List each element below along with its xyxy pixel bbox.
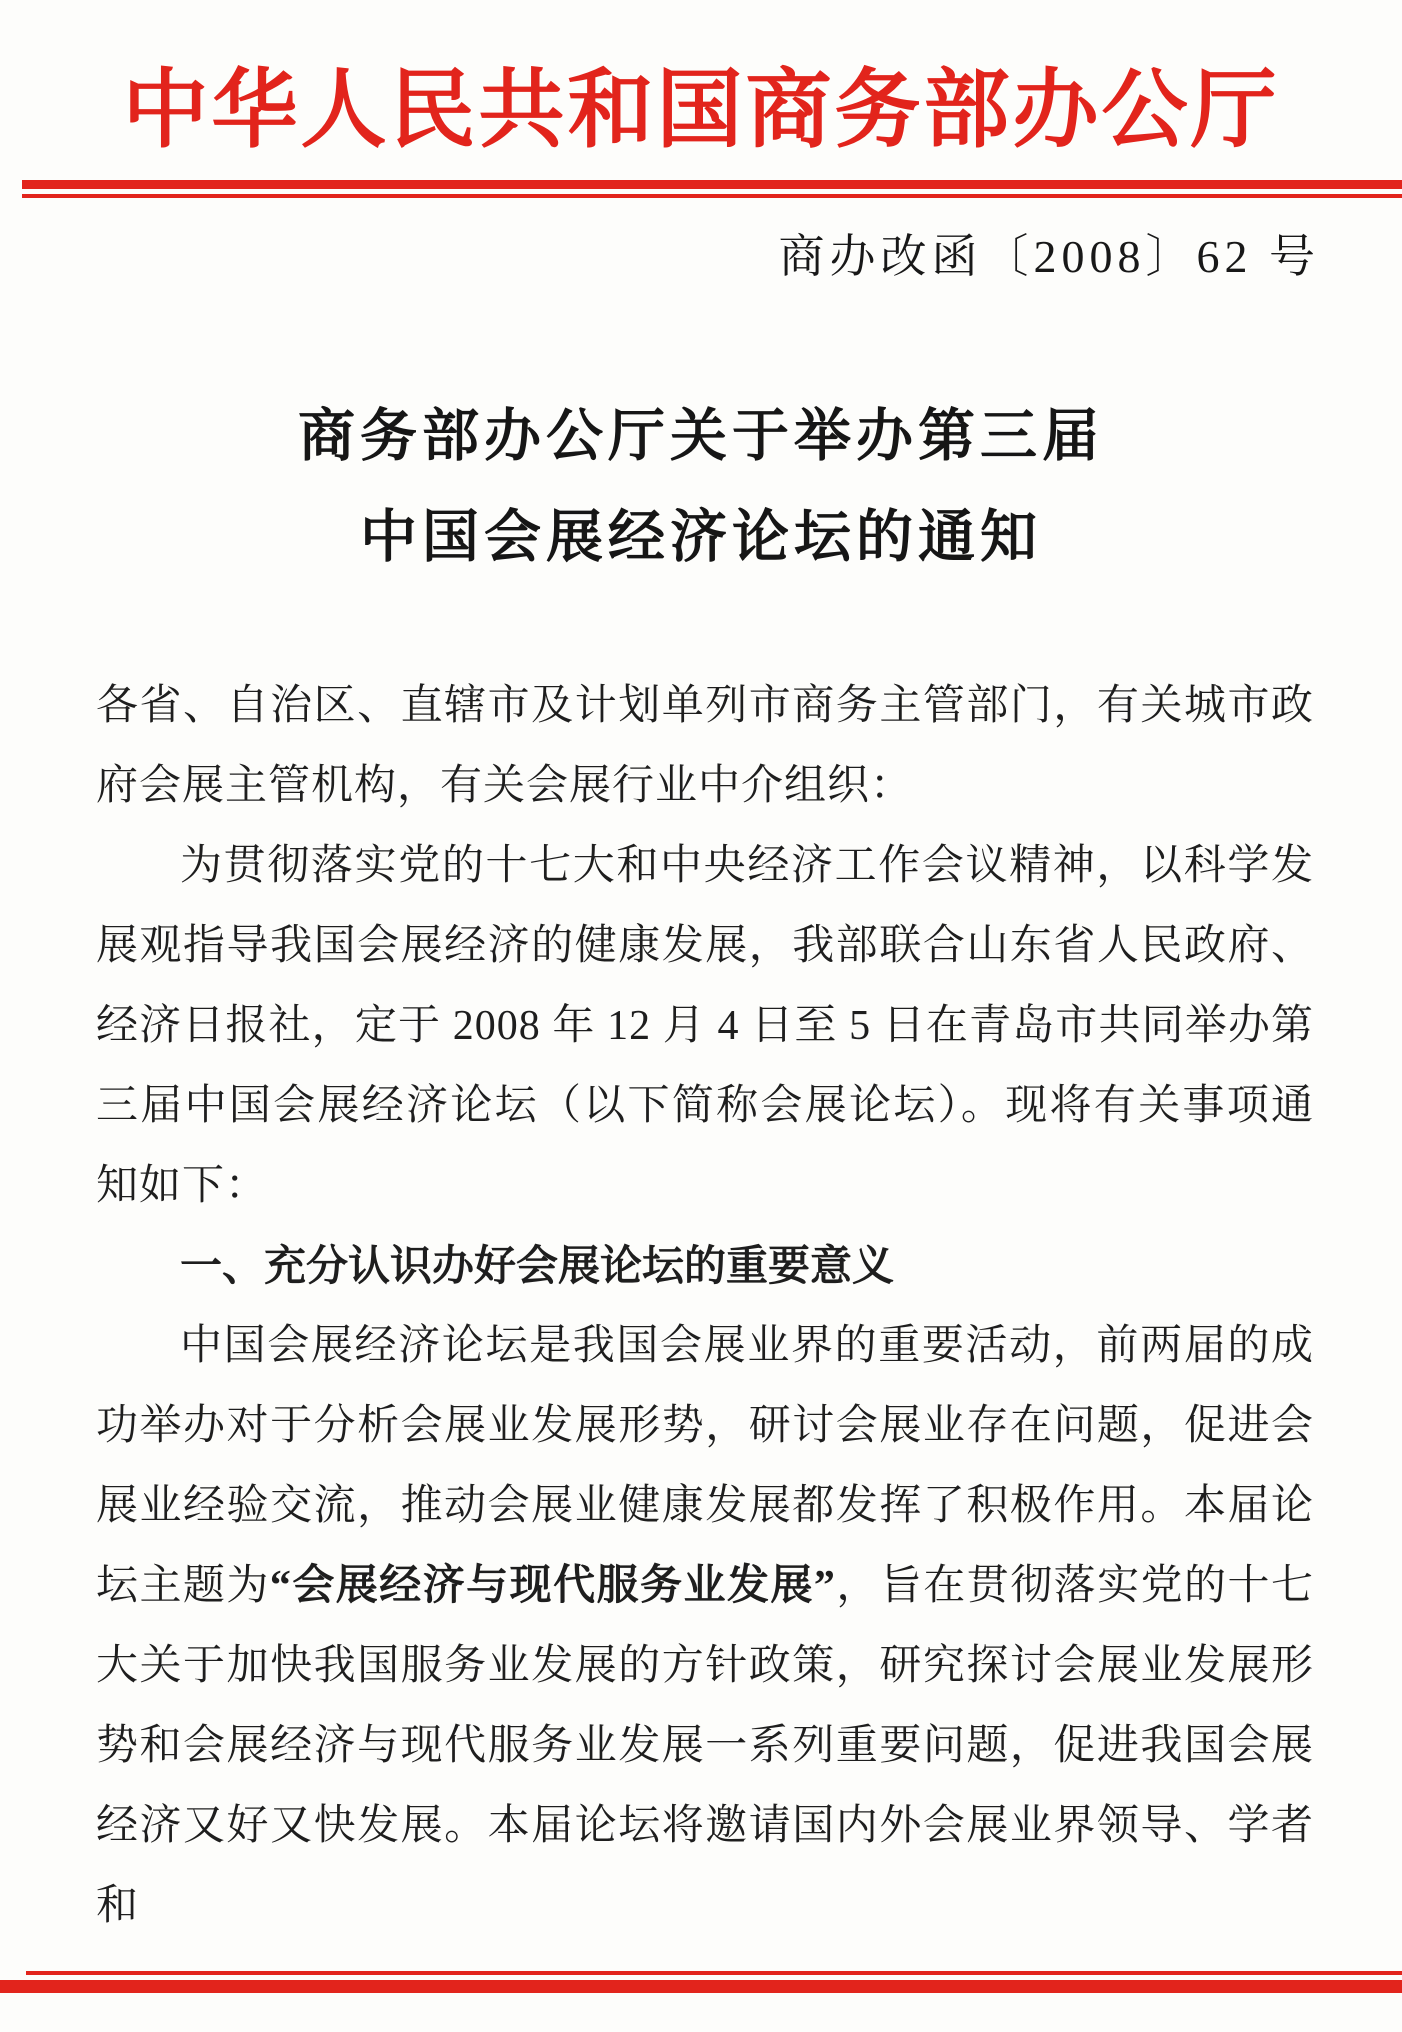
footer-rule-thin	[26, 1971, 1402, 1975]
letterhead-title: 中华人民共和国商务部办公厅	[122, 62, 1280, 158]
document-title-line2: 中国会展经济论坛的通知	[360, 506, 1042, 569]
header-rule-thick	[22, 180, 1402, 189]
document-title	[0, 386, 1402, 588]
salutation-line: 各省、自治区、直辖市及计划单列市商务主管部门，有关城市政府会展主管机构，有关会展行业中介组织：	[96, 683, 1314, 809]
paragraph-significance	[96, 1306, 1314, 1946]
document-body	[96, 666, 1314, 1946]
paragraph-intro: 为贯彻落实党的十七大和中央经济工作会议精神，以科学发展观指导我国会展经济的健康发展，我部联合山东省人民政府、经济日报社，定于 2008 年 12 月 4 日至 5 日在青岛市共同举办第三届中国会展经济论坛（以下简称会展论坛）。现将有关事项通知如下：	[96, 843, 1314, 1209]
footer-rule-thick	[0, 1980, 1402, 1993]
forum-theme-bold-text: “会展经济与现代服务业发展”	[269, 1563, 836, 1609]
section-1-heading: 一、充分认识办好会展论坛的重要意义	[180, 1242, 895, 1289]
document-number: 商办改函〔2008〕62 号	[778, 231, 1320, 282]
paragraph-significance-text-pre: 中国会展经济论坛是我国会展业界的重要活动，前两届的成功举办对于分析会展业发展形势，研讨会展业存在问题，促进会展业经验交流，推动会展业健康发展都发挥了积极作用。本届论坛主题为	[96, 1323, 1314, 1609]
header-rule-thin	[22, 194, 1402, 198]
paragraph-significance-text-post: ，旨在贯彻落实党的十七大关于加快我国服务业发展的方针政策，研究探讨会展业发展形势和会展经济与现代服务业发展一系列重要问题，促进我国会展经济又好又快发展。本届论坛将邀请国内外会展业界领导、学者和	[96, 1563, 1314, 1929]
document-title-line1: 商务部办公厅关于举办第三届	[298, 405, 1104, 468]
